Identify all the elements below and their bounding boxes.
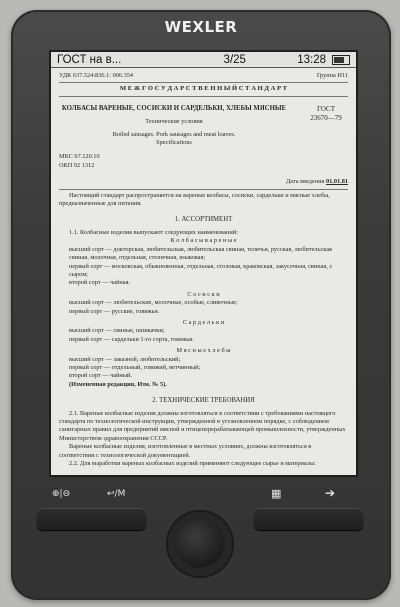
sausage-line-2: первый сорт — русские, говяжьи. [69, 307, 160, 315]
english-title: Boiled sausages. Pork sausages and meat loaves. [112, 130, 236, 138]
intro-paragraph: Настоящий стандарт распространяется на вареные колбасы, сосиски, сардельки и мясные хлебы, предназначенные для питания. [59, 191, 330, 208]
gost-number: 23670—79 [310, 113, 342, 122]
loaves-line-1: высший сорт — заказной, любительский; [69, 355, 181, 363]
paragraph-1-1: 1.1. Колбасные изделия выпускают следующих наименований: [69, 228, 238, 236]
section-heading-1: 1. АССОРТИМЕНТ [174, 216, 233, 224]
intro-date-value: 01.01.81 [325, 178, 348, 186]
boiled-line-2: первый сорт — московская, обыкновенная, отдельная, столовая, краковская, закусочная, свиная, с сыром; [69, 262, 333, 278]
english-subtitle: Specifications [156, 139, 192, 147]
paragraph-2-1: 2.1. Вареные колбасные изделия должны изготовляться в соответствии с требованиями настоящего стандарта по технологической инструкции, утвержденной в установленном порядке, с соблюдением санитарных правил для предприятий мясной и птицеперерабатывающей промышленности, утвержденных Министерством здравоохранения СССР. [59, 409, 346, 442]
document-title: ГОСТ на в... [57, 53, 122, 66]
okp-code: ОКП 92 1312 [59, 161, 95, 169]
zoom-icon: ⊕|⊖ [52, 489, 71, 499]
amendment-note: (Измененная редакция, Изм. № 5). [69, 380, 167, 388]
document-subtitle: Технические условия [145, 118, 203, 126]
subheading-loaves: М я с н ы е х л е б ы [176, 347, 231, 355]
left-page-button[interactable] [37, 508, 146, 530]
subheading-sausages: С о с и с к и [187, 290, 220, 298]
boiled-line-1: высший сорт — докторская, любительская, любительская свиная, телячья, русская, любительская свиная, молочная, отдельная, столичная, языковая; [69, 245, 332, 262]
group-code: Группа Н11 [316, 72, 348, 79]
sardelki-line-1: высший сорт — свиные, шпикачки; [69, 327, 165, 335]
loaves-line-2: первый сорт — отдельный, говяжий, ветчинный; [69, 363, 201, 371]
loaves-line-3: второй сорт — чайный. [69, 372, 132, 380]
document-title-main: КОЛБАСЫ ВАРЕНЫЕ, СОСИСКИ И САРДЕЛЬКИ, ХЛЕБЫ МЯСНЫЕ [61, 104, 287, 112]
right-page-button[interactable] [254, 508, 363, 530]
clock: 13:28 [297, 53, 326, 66]
next-arrow-icon: ➔ [325, 486, 336, 500]
grid-icon: ▦ [271, 487, 282, 500]
joystick-button[interactable] [176, 520, 224, 568]
standard-header: М Е Ж Г О С У Д А Р С Т В Е Н Н Ы Й С Т А Н Д А Р Т [119, 85, 288, 93]
udk-code: УДК 637.524:836.1: 006.354 [59, 72, 134, 79]
subheading-boiled: К о л б а с ы в а р е н ы е [170, 237, 237, 245]
boiled-line-3: второй сорт — чайная. [69, 279, 131, 287]
subheading-sardelki: С а р д е л ь к и [182, 318, 225, 326]
sardelki-line-2: первый сорт — сардельки 1-го сорта, говяжьи. [69, 335, 195, 343]
paragraph-2-2: 2.2. Для выработки вареных колбасных изделий применяют следующее сырье и материалы: [69, 460, 316, 468]
sausage-line-1: высший сорт — любительские, молочные, особые, сливочные; [69, 299, 238, 307]
gost-label: ГОСТ [317, 104, 335, 113]
intro-date-label: Дата введения [285, 178, 325, 186]
brand-logo: WEXLER [164, 18, 238, 36]
back-menu-icon: ↩/M [107, 489, 126, 499]
mks-code: МКС 67.120.10 [59, 153, 100, 161]
section-heading-2: 2. ТЕХНИЧЕСКИЕ ТРЕБОВАНИЯ [152, 397, 255, 405]
paragraph-2-1b: Вареные колбасные изделия, изготовленные в местных условиях, должны изготовляться в соответствии с технологической документацией. [59, 443, 312, 459]
page-indicator: 3/25 [223, 53, 246, 66]
